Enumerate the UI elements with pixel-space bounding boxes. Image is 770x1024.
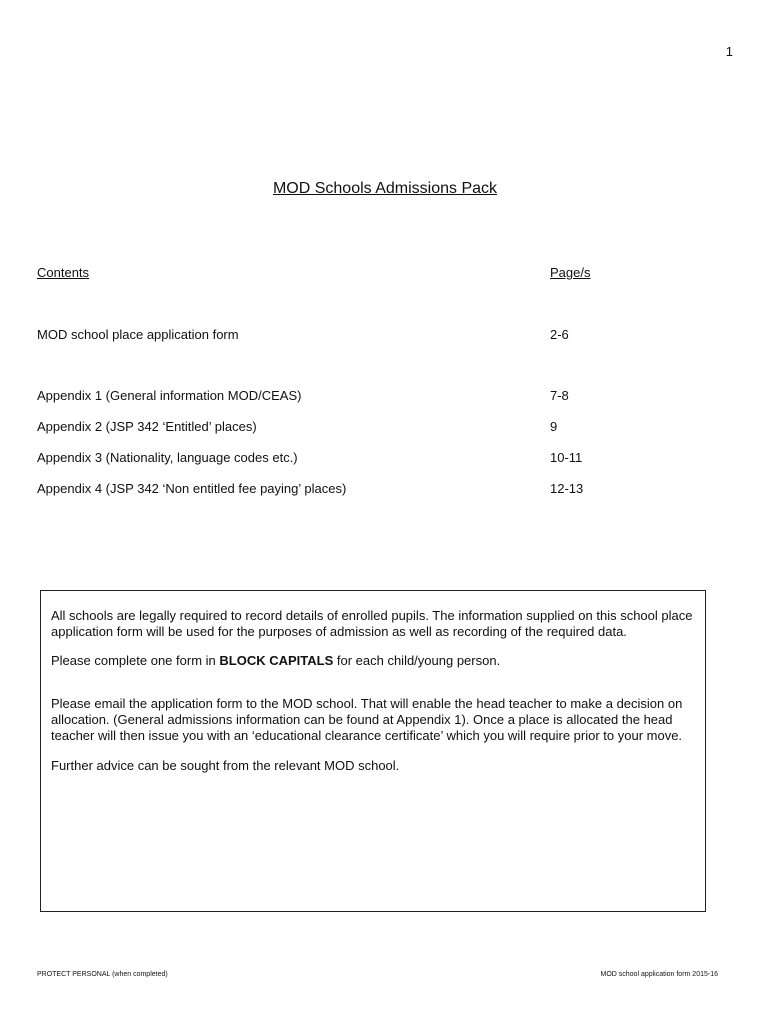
pages-heading: Page/s <box>550 265 591 280</box>
contents-pages: 9 <box>550 419 558 434</box>
contents-entry: Appendix 2 (JSP 342 ‘Entitled’ places) <box>37 419 257 434</box>
notice-block-prefix: Please complete one form in <box>51 653 220 668</box>
contents-pages: 10-11 <box>550 450 583 465</box>
notice-block-bold: BLOCK CAPITALS <box>219 653 334 668</box>
contents-entry: Appendix 3 (Nationality, language codes etc.) <box>37 450 298 465</box>
notice-advice: Further advice can be sought from the relevant MOD school. <box>51 758 400 773</box>
notice-block-capitals <box>51 653 695 669</box>
contents-pages: 12-13 <box>550 481 584 496</box>
notice-block-suffix: for each child/young person. <box>333 653 501 668</box>
document-title: MOD Schools Admissions Pack <box>272 180 498 197</box>
contents-pages: 2-6 <box>550 327 569 342</box>
contents-heading: Contents <box>37 265 90 280</box>
footer-protect-marking: PROTECT PERSONAL (when completed) <box>37 971 168 978</box>
contents-entry: Appendix 1 (General information MOD/CEAS) <box>37 388 302 403</box>
footer-form-version: MOD school application form 2015-16 <box>600 971 718 978</box>
contents-entry: MOD school place application form <box>37 327 239 342</box>
notice-box <box>40 590 706 912</box>
page-number: 1 <box>725 44 733 59</box>
contents-pages: 7-8 <box>550 388 569 403</box>
contents-entry: Appendix 4 (JSP 342 ‘Non entitled fee paying’ places) <box>37 481 347 496</box>
notice-email: Please email the application form to the MOD school. That will enable the head teacher to make a decision on allocation. (General admissions information can be found at Appendix 1). Once a place is allocated the head teacher will then issue you with an ‘educational clearance certificate’ which you will require prior to your move. <box>51 696 683 743</box>
notice-intro: All schools are legally required to record details of enrolled pupils. The information supplied on this school place application form will be used for the purposes of admission as well as recording of the required data. <box>51 608 693 639</box>
